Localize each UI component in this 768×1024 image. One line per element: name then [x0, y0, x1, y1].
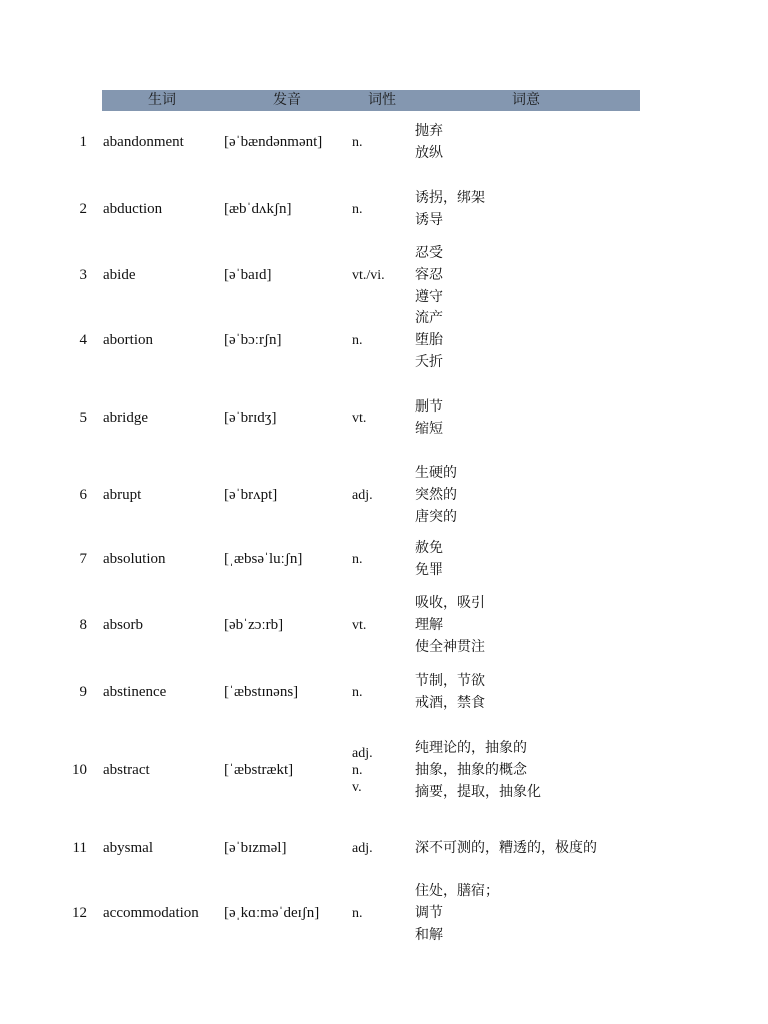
part-of-speech-cell [352, 178, 412, 240]
row-number: 5 [79, 409, 87, 426]
row-number: 11 [72, 839, 87, 856]
meaning-line: 理解 [415, 617, 443, 633]
word-cell: absolution [103, 550, 166, 567]
meaning-line: 吸收，吸引 [415, 595, 485, 611]
header-word: 生词 [148, 92, 176, 108]
part-of-speech-cell [352, 592, 412, 658]
part-of-speech-cell [352, 662, 412, 722]
meaning-cell [415, 530, 745, 588]
pronunciation-cell: [ˈæbstɪnəns] [224, 683, 299, 700]
meaning-line: 突然的 [415, 487, 457, 503]
meaning-line: 唐突的 [415, 509, 457, 525]
table-header [102, 90, 640, 111]
part-of-speech-line: adj. [352, 745, 373, 761]
meaning-line: 遵守 [415, 289, 443, 305]
pronunciation-cell: [ˌæbsəˈluːʃn] [224, 550, 303, 567]
row-number: 6 [79, 486, 87, 503]
pronunciation-cell: [əˈbændənmənt] [224, 133, 323, 150]
pronunciation-cell: [əˈbɪzməl] [224, 839, 287, 856]
word-cell: abridge [103, 409, 148, 426]
part-of-speech-cell [352, 308, 412, 372]
meaning-cell [415, 308, 745, 372]
meaning-line: 抽象，抽象的概念 [415, 762, 527, 778]
table-row [0, 178, 768, 240]
table-row [0, 242, 768, 308]
meaning-line: 诱拐，绑架 [415, 190, 485, 206]
meaning-line: 摘要，提取，抽象化 [415, 784, 541, 800]
word-cell: abrupt [103, 486, 142, 503]
meaning-line: 删节 [415, 399, 443, 415]
meaning-cell [415, 380, 745, 456]
meaning-line: 和解 [415, 927, 443, 943]
meaning-line: 生硬的 [415, 465, 457, 481]
meaning-line: 使全神贯注 [415, 639, 485, 655]
meaning-cell [415, 178, 745, 240]
meaning-line: 容忍 [415, 267, 443, 283]
part-of-speech-cell [352, 380, 412, 456]
meaning-line: 深不可测的，糟透的，极度的 [415, 840, 597, 856]
header-meaning: 词意 [512, 92, 540, 108]
header-part-of-speech: 词性 [368, 92, 396, 108]
meaning-line: 节制，节欲 [415, 673, 485, 689]
row-number: 9 [79, 683, 87, 700]
meaning-line: 戒酒，禁食 [415, 695, 485, 711]
meaning-cell [415, 730, 745, 810]
part-of-speech-line: n. [352, 332, 363, 348]
word-cell: absorb [103, 616, 143, 633]
part-of-speech-line: n. [352, 551, 363, 567]
pronunciation-cell: [ˈæbstrækt] [224, 761, 294, 778]
part-of-speech-line: n. [352, 201, 363, 217]
table-row [0, 662, 768, 722]
part-of-speech-cell [352, 112, 412, 172]
row-number: 2 [79, 200, 87, 217]
table-row [0, 530, 768, 588]
pronunciation-cell: [əˈbaɪd] [224, 266, 272, 283]
word-cell: abstinence [103, 683, 167, 700]
part-of-speech-line: v. [352, 779, 362, 795]
meaning-line: 调节 [415, 905, 443, 921]
part-of-speech-line: n. [352, 905, 363, 921]
table-row [0, 380, 768, 456]
meaning-line: 诱导 [415, 212, 443, 228]
part-of-speech-line: n. [352, 134, 363, 150]
row-number: 3 [79, 266, 87, 283]
part-of-speech-line: n. [352, 684, 363, 700]
table-row [0, 112, 768, 172]
meaning-line: 缩短 [415, 421, 443, 437]
table-row [0, 730, 768, 810]
part-of-speech-cell [352, 730, 412, 810]
word-cell: abide [103, 266, 136, 283]
pronunciation-cell: [əˌkɑːməˈdeɪʃn] [224, 904, 320, 921]
table-row [0, 592, 768, 658]
meaning-cell [415, 878, 745, 948]
table-row [0, 878, 768, 948]
table-row [0, 820, 768, 876]
pronunciation-cell: [əbˈzɔːrb] [224, 616, 284, 633]
word-cell: abstract [103, 761, 150, 778]
row-number: 10 [72, 761, 87, 778]
table-row [0, 308, 768, 372]
part-of-speech-cell [352, 878, 412, 948]
part-of-speech-line: n. [352, 762, 363, 778]
row-number: 4 [79, 331, 87, 348]
meaning-cell [415, 242, 745, 308]
header-pronunciation: 发音 [273, 92, 301, 108]
meaning-line: 纯理论的，抽象的 [415, 740, 527, 756]
part-of-speech-cell [352, 242, 412, 308]
table-row [0, 458, 768, 532]
meaning-cell [415, 820, 745, 876]
row-number: 1 [79, 133, 87, 150]
word-cell: abortion [103, 331, 153, 348]
pronunciation-cell: [əˈbrɪdʒ] [224, 409, 277, 426]
pronunciation-cell: [əˈbrʌpt] [224, 486, 278, 503]
meaning-line: 夭折 [415, 354, 443, 370]
part-of-speech-line: vt. [352, 617, 367, 633]
word-cell: abandonment [103, 133, 184, 150]
meaning-line: 赦免 [415, 540, 443, 556]
meaning-line: 住处，膳宿； [415, 883, 499, 899]
row-number: 7 [79, 550, 87, 567]
word-cell: abysmal [103, 839, 153, 856]
row-number: 8 [79, 616, 87, 633]
part-of-speech-line: vt. [352, 410, 367, 426]
part-of-speech-line: vt./vi. [352, 267, 385, 283]
meaning-line: 免罪 [415, 562, 443, 578]
meaning-cell [415, 112, 745, 172]
part-of-speech-cell [352, 530, 412, 588]
part-of-speech-line: adj. [352, 487, 373, 503]
meaning-line: 抛弃 [415, 123, 443, 139]
meaning-cell [415, 458, 745, 532]
word-cell: accommodation [103, 904, 199, 921]
pronunciation-cell: [æbˈdʌkʃn] [224, 200, 292, 217]
row-number: 12 [72, 904, 87, 921]
meaning-line: 忍受 [415, 245, 443, 261]
meaning-line: 放纵 [415, 145, 443, 161]
part-of-speech-cell [352, 820, 412, 876]
meaning-cell [415, 662, 745, 722]
pronunciation-cell: [əˈbɔːrʃn] [224, 331, 282, 348]
part-of-speech-line: adj. [352, 840, 373, 856]
meaning-line: 流产 [415, 310, 443, 326]
word-cell: abduction [103, 200, 163, 217]
meaning-cell [415, 592, 745, 658]
meaning-line: 堕胎 [415, 332, 443, 348]
part-of-speech-cell [352, 458, 412, 532]
